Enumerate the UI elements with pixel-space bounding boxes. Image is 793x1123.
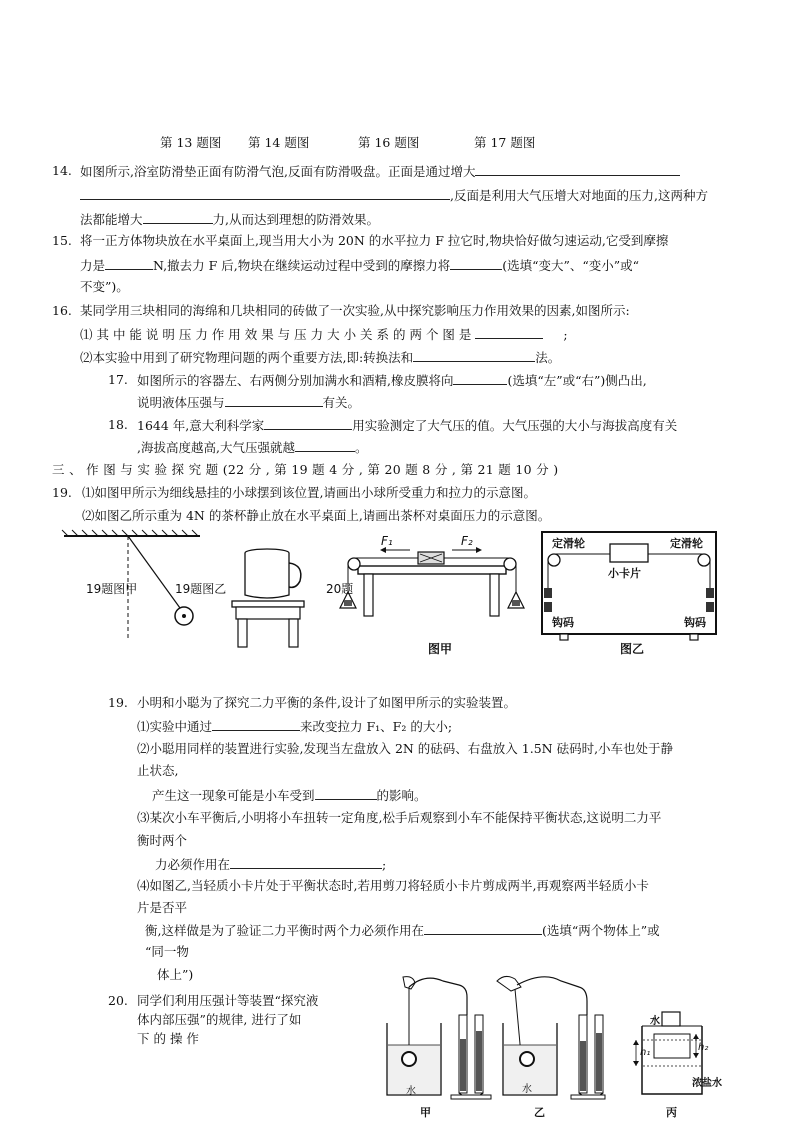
q19b-s1a: ⑴实验中通过	[137, 719, 213, 734]
q19b-s4e: “同一物	[145, 944, 189, 959]
answer-blank[interactable]	[230, 856, 382, 869]
q14-number: 14.	[52, 163, 72, 178]
q19b-s4-line	[145, 922, 660, 939]
q16-text3a: ⑵本实验中用到了研究物理问题的两个重要方法,即:转换法和	[80, 350, 414, 365]
q20-number: 20.	[108, 993, 128, 1008]
q18-line1	[137, 417, 677, 434]
q14-text1: 如图所示,浴室防滑垫正面有防滑气泡,反面有防滑吸盘。正面是通过增大	[80, 164, 476, 179]
q17-text1b: (选填“左”或“右”)侧凸出,	[507, 373, 647, 388]
q19b-number: 19.	[108, 695, 128, 710]
q17-text1a: 如图所示的容器左、右两侧分别加满水和酒精,橡皮膜将向	[137, 373, 454, 388]
q16-text2: ⑴ 其 中 能 说 明 压 力 作 用 效 果 与 压 力 大 小 关 系 的 两 个 图 是	[80, 327, 472, 342]
q19b-s3d: ;	[382, 857, 387, 872]
pulley-right-label: 定滑轮	[670, 537, 703, 550]
q14-line1	[80, 163, 680, 180]
q19b-s2b: 止状态,	[137, 763, 179, 778]
q19b-intro: 小明和小聪为了探究二力平衡的条件,设计了如图甲所示的实验装置。	[137, 695, 516, 710]
cart-pulley-figure	[340, 530, 525, 655]
q14-text3a: 法都能增大	[80, 212, 143, 227]
q19b-s3c: 力必须作用在	[155, 857, 231, 872]
pressure-gauge-yi-figure	[495, 975, 605, 1105]
fig20-caption: 20题	[326, 582, 354, 596]
q19b-s4d: (选填“两个物体上”或	[541, 923, 660, 938]
answer-blank[interactable]	[475, 163, 680, 176]
weight-left-label: 钩码	[552, 616, 574, 629]
answer-blank[interactable]	[453, 372, 507, 385]
fig-caption-14: 第 14 题图	[248, 135, 310, 150]
q19b-s4b: 片是否平	[137, 900, 188, 915]
answer-blank[interactable]	[450, 257, 502, 270]
q18-line2	[137, 439, 367, 456]
answer-blank[interactable]	[143, 211, 213, 224]
q18-text1b: 用实验测定了大气压的值。大气压强的大小与海拔高度有关	[352, 418, 678, 433]
force-label-f2: F₂	[461, 534, 473, 548]
q19b-s3-line	[155, 856, 386, 873]
fig-caption-17: 第 17 题图	[474, 135, 536, 150]
q14-text2: ,反面是利用大气压增大对地面的压力,这两种方	[450, 188, 708, 203]
section-heading: 三 、 作 图 与 实 验 探 究 题 (22 分 , 第 19 题 4 分 , 第 20 题 8 分 , 第 21 题 10 分 )	[52, 462, 559, 477]
q19b-s2: ⑵小聪用同样的装置进行实验,发现当左盘放入 2N 的砝码、右盘放入 1.5N 砝码时,小车也处于静	[137, 741, 674, 756]
fig-jia-label: 图甲	[428, 642, 453, 656]
q19b-s4f: 体上”)	[157, 967, 194, 982]
fig-yi-label: 图乙	[620, 642, 645, 656]
q20-line1: 同学们利用压强计等装置“探究液	[137, 993, 319, 1008]
brine-label: 浓盐水	[692, 1078, 722, 1089]
q17-number: 17.	[108, 372, 128, 387]
answer-blank[interactable]	[424, 922, 542, 935]
q19b-s3b: 衡时两个	[137, 833, 188, 848]
q19b-s2d: 的影响。	[376, 788, 427, 803]
q19b-s4c: 衡,这样做是为了验证二力平衡时两个力必须作用在	[145, 923, 424, 938]
q16-line2	[80, 326, 568, 343]
fig-caption-16: 第 16 题图	[358, 135, 420, 150]
q20-line2: 体内部压强”的规律, 进行了如	[137, 1012, 302, 1027]
fig-yi-bottom-label: 乙	[534, 1106, 545, 1119]
q19b-s4: ⑷如图乙,当轻质小卡片处于平衡状态时,若用剪刀将轻质小卡片剪成两半,再观察两半轻质小卡	[137, 878, 649, 893]
q20-line3: 下 的 操 作	[137, 1031, 199, 1046]
answer-blank[interactable]	[413, 349, 535, 362]
pulley-left-label: 定滑轮	[552, 537, 585, 550]
q16-number: 16.	[52, 303, 72, 318]
answer-blank[interactable]	[264, 417, 352, 430]
answer-blank[interactable]	[212, 718, 300, 731]
q15-line1: 将一正方体物块放在水平桌面上,现当用大小为 20N 的水平拉力 F 拉它时,物块恰好做匀速运动,它受到摩擦	[80, 233, 669, 248]
q18-text2a: ,海拔高度越高,大气压强就越	[137, 440, 295, 455]
q19b-s2-line	[152, 787, 427, 804]
q16-text3b: 法。	[535, 350, 561, 365]
fig-bing-bottom-label: 丙	[666, 1106, 677, 1119]
q16-text2end: ;	[563, 327, 568, 342]
q15-line3: 不变”)。	[80, 279, 129, 294]
q19a-line2: ⑵如图乙所示重为 4N 的茶杯静止放在水平桌面上,请画出茶杯对桌面压力的示意图。	[82, 508, 551, 523]
fig19a-caption: 19题图甲	[86, 582, 138, 596]
answer-blank[interactable]	[105, 257, 153, 270]
water-label-bing: 水	[650, 1016, 660, 1027]
weight-right-label: 钩码	[684, 616, 706, 629]
cup-table-figure	[230, 545, 310, 650]
q19b-s1b: 来改变拉力 F₁、F₂ 的大小;	[300, 719, 453, 734]
q17-line1	[137, 372, 647, 389]
q19b-s1	[137, 718, 452, 735]
q16-line1: 某同学用三块相同的海绵和几块相同的砖做了一次实验,从中探究影响压力作用效果的因素,如图所示:	[80, 303, 630, 318]
q17-line2	[137, 394, 360, 411]
pressure-gauge-jia-figure	[385, 975, 490, 1105]
q14-line3	[80, 211, 379, 228]
answer-blank[interactable]	[295, 439, 355, 452]
q18-text1a: 1644 年,意大利科学家	[137, 418, 265, 433]
h1-label: h₁	[640, 1047, 651, 1058]
q18-text2b: 。	[354, 440, 368, 455]
q15-line2	[80, 257, 639, 274]
h2-label: h₂	[698, 1042, 709, 1053]
force-label-f1: F₁	[381, 534, 393, 548]
answer-blank[interactable]	[315, 787, 377, 800]
answer-blank[interactable]	[225, 394, 323, 407]
q15-text2c: (选填“变大”、“变小”或“	[502, 258, 640, 273]
q19b-s2c: 产生这一现象可能是小车受到	[152, 788, 315, 803]
q19b-s3: ⑶某次小车平衡后,小明将小车扭转一定角度,松手后观察到小车不能保持平衡状态,这说明二力平	[137, 810, 662, 825]
q17-text2b: 有关。	[322, 395, 361, 410]
q17-text2a: 说明液体压强与	[137, 395, 225, 410]
fig-caption-13: 第 13 题图	[160, 135, 222, 150]
water-label-yi: 水	[522, 1084, 532, 1095]
q14-line2	[80, 187, 708, 204]
q15-text2a: 力是	[80, 258, 106, 273]
q15-text2b: N,撤去力 F 后,物块在继续运动过程中受到的摩擦力将	[153, 258, 451, 273]
q14-text3b: 力,从而达到理想的防滑效果。	[212, 212, 379, 227]
answer-blank[interactable]	[80, 187, 450, 200]
q16-line3	[80, 349, 560, 366]
card-label: 小卡片	[608, 567, 641, 580]
q18-number: 18.	[108, 417, 128, 432]
q19a-line1: ⑴如图甲所示为细线悬挂的小球摆到该位置,请画出小球所受重力和拉力的示意图。	[82, 485, 536, 500]
q15-number: 15.	[52, 233, 72, 248]
q19a-number: 19.	[52, 485, 72, 500]
answer-blank[interactable]	[475, 326, 543, 339]
fig-jia-bottom-label: 甲	[420, 1106, 431, 1119]
water-label-jia: 水	[406, 1086, 416, 1097]
fig19b-caption: 19题图乙	[175, 582, 227, 596]
